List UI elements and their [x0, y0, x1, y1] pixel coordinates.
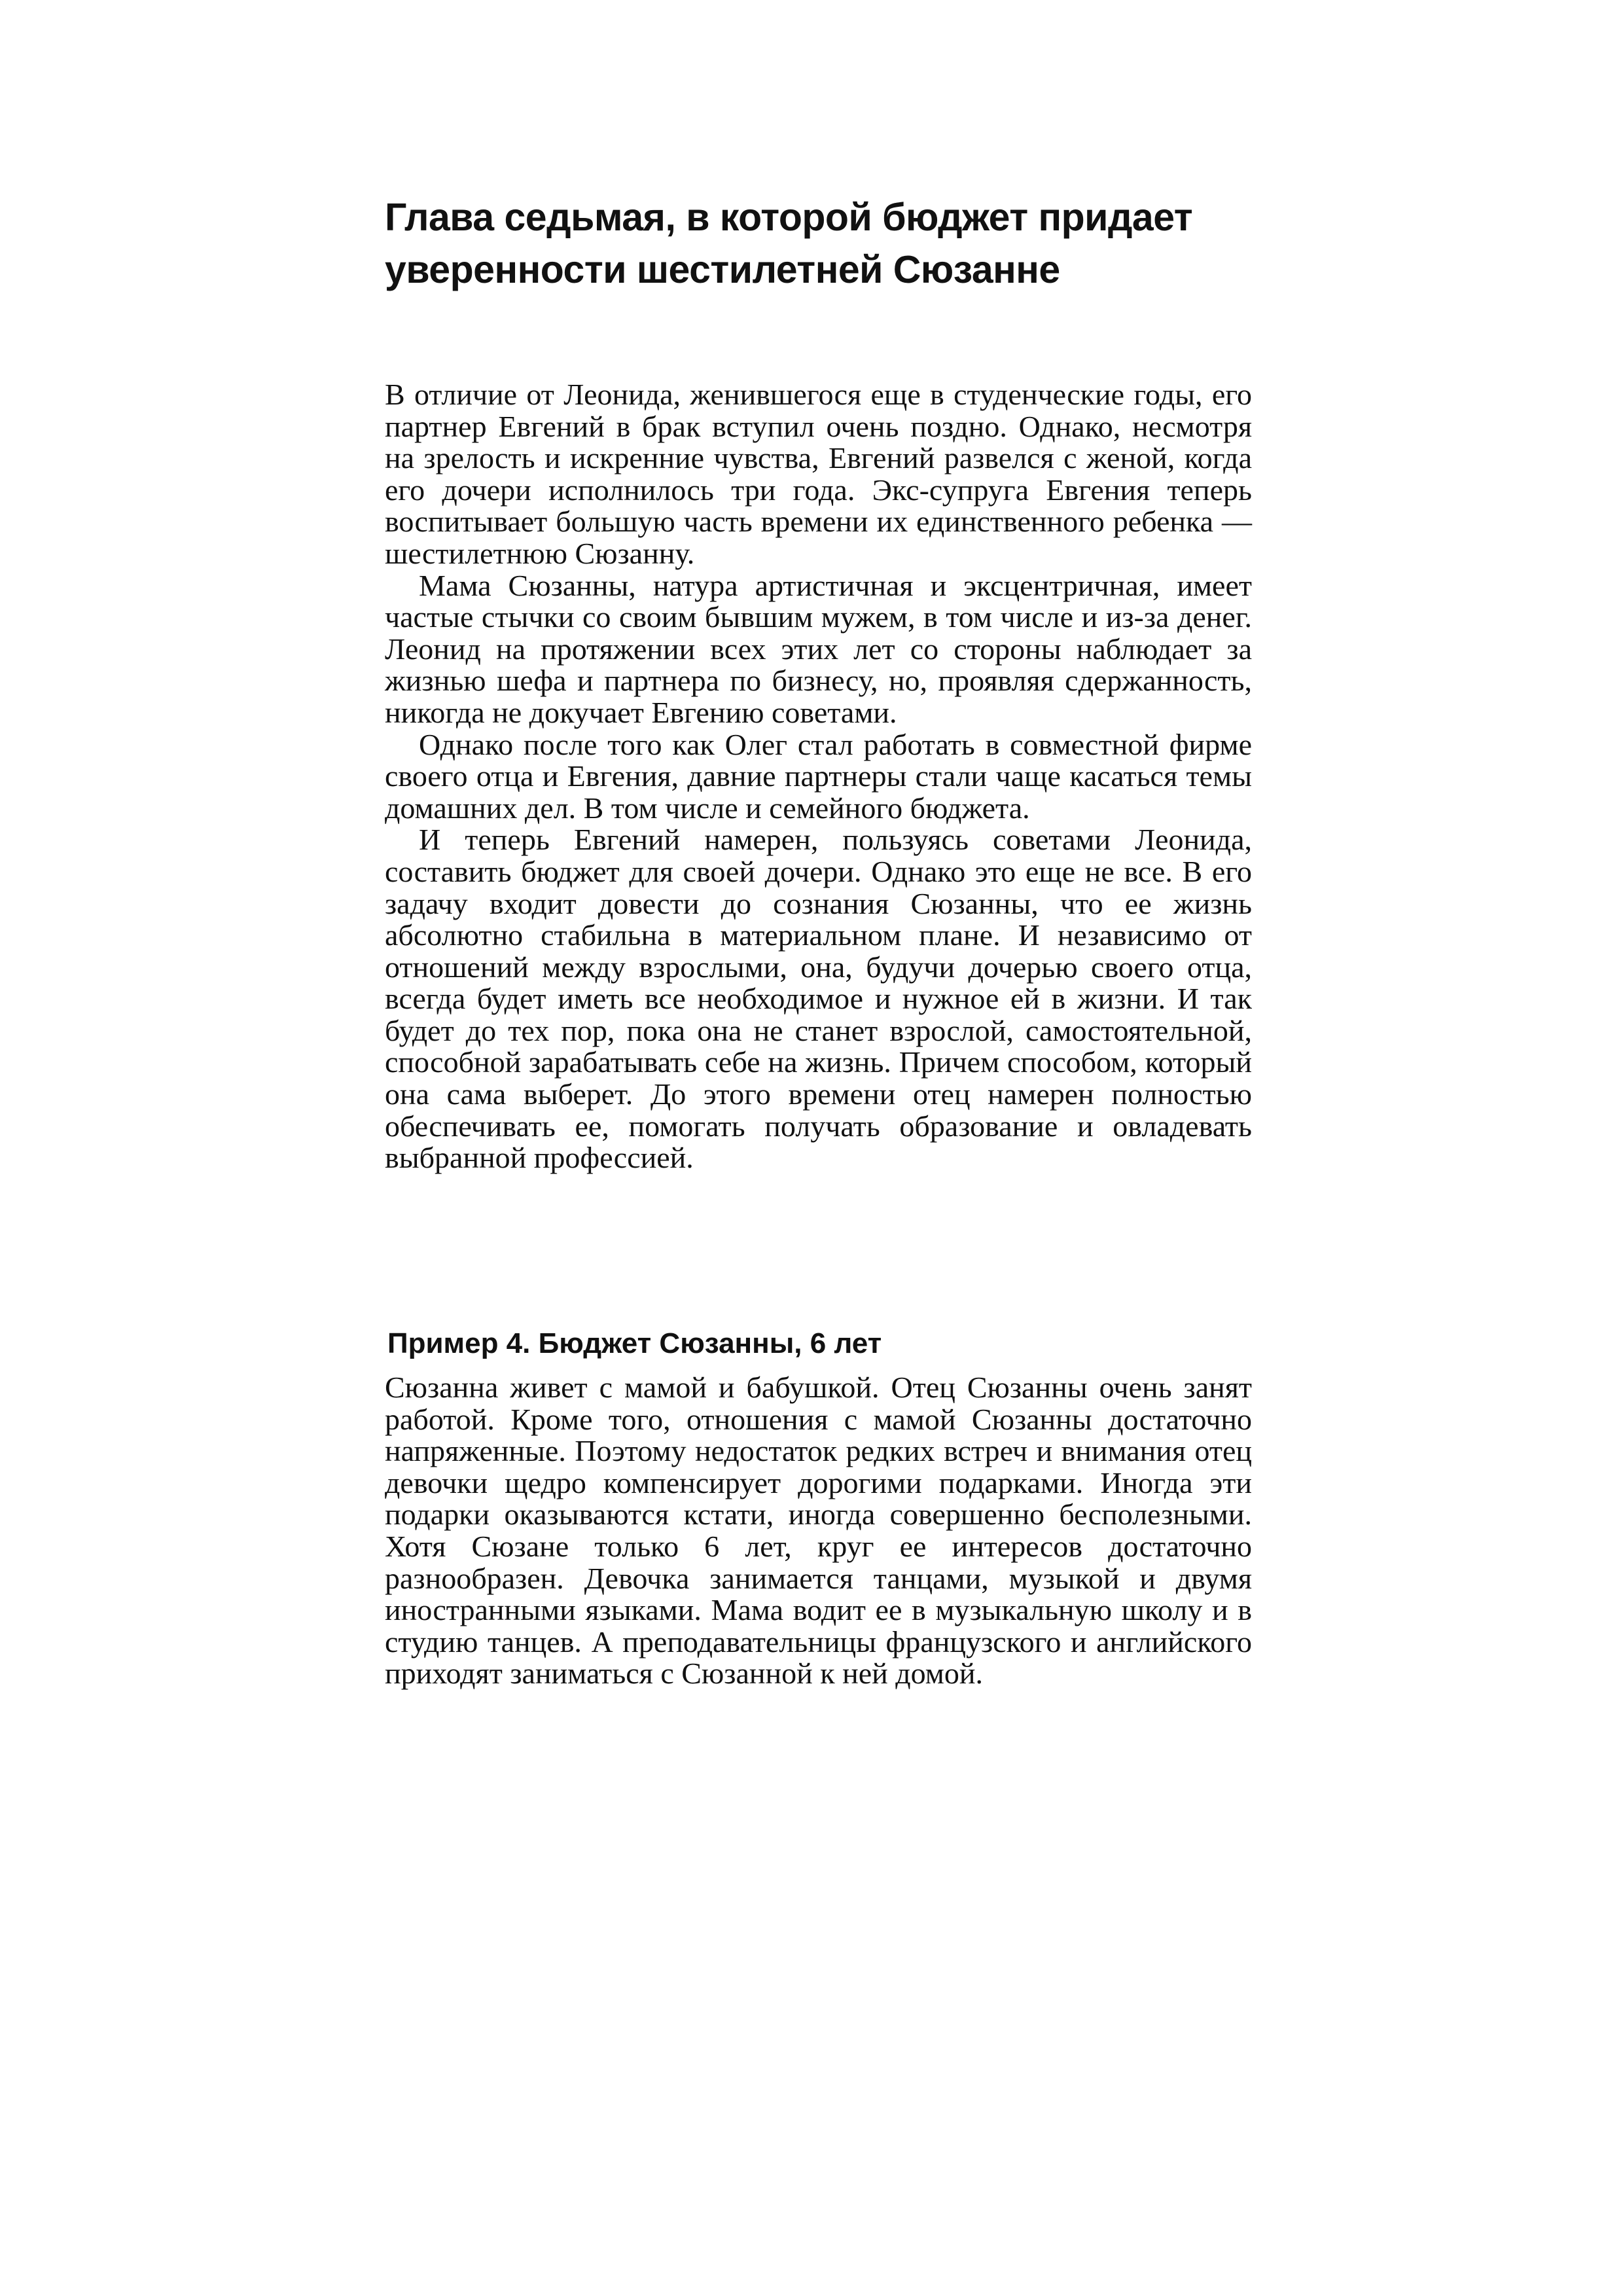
example-body: [385, 1372, 1252, 1690]
chapter-title: [385, 191, 1366, 296]
example-paragraph: Сюзанна живет с мамой и бабушкой. Отец Сюзанны очень занят работой. Кроме того, отношения с мамой Сюзанны достаточно напряженные. Поэтому недостаток редких встреч и внимания отец девочки щедро компенсирует дорогими подарками. Иногда эти подарки оказываются кстати, иногда совершенно бесполезными. Хотя Сюзане только 6 лет, круг ее интересов достаточно разнообразен. Девочка занимается танцами, музыкой и двумя иностранными языками. Мама водит ее в музыкальную школу и в студию танцев. А преподавательницы французского и английского приходят заниматься с Сюзанной к ней домой.: [385, 1371, 1252, 1691]
chapter-title-line-2: уверенности шестилетней Сюзанне: [385, 248, 1060, 291]
paragraph-1: В отличие от Леонида, женившегося еще в студенческие годы, его партнер Евгений в брак вступил очень поздно. Однако, несмотря на зрелость и искренние чувства, Евгений развелся с женой, когда его дочери исполнилось три года. Экс-супруга Евгения теперь воспитывает большую часть времени их единственного ребенка — шестилетнюю Сюзанну.: [385, 378, 1252, 570]
chapter-title-line-1: Глава седьмая, в которой бюджет придает: [385, 196, 1193, 239]
paragraph-4: И теперь Евгений намерен, пользуясь советами Леонида, составить бюджет для своей дочери. Однако это еще не все. В его задачу входит довести до сознания Сюзанны, что ее жизнь абсолютно стабильна в материальном плане. И независимо от отношений между взрослыми, она, будучи дочерью своего отца, всегда будет иметь все необходимое и нужное ей в жизни. И так будет до тех пор, пока она не станет взрослой, самостоятельной, способной зарабатывать себе на жизнь. Причем способом, который она сама выберет. До этого времени отец намерен полностью обеспечивать ее, помогать получать образование и овладевать выбранной профессией.: [385, 823, 1252, 1175]
paragraph-3: Однако после того как Олег стал работать в совместной фирме своего отца и Евгения, давние партнеры стали чаще касаться темы домашних дел. В том числе и семейного бюджета.: [385, 727, 1252, 825]
example-heading: Пример 4. Бюджет Сюзанны, 6 лет: [387, 1327, 882, 1359]
paragraph-2: Мама Сюзанны, натура артистичная и эксцентричная, имеет частые стычки со своим бывшим мужем, в том числе и из-за денег. Леонид на протяжении всех этих лет со стороны наблюдает за жизнью шефа и партнера по бизнесу, но, проявляя сдержанность, никогда не докучает Евгению советами.: [385, 568, 1252, 729]
chapter-body: [385, 379, 1252, 1174]
